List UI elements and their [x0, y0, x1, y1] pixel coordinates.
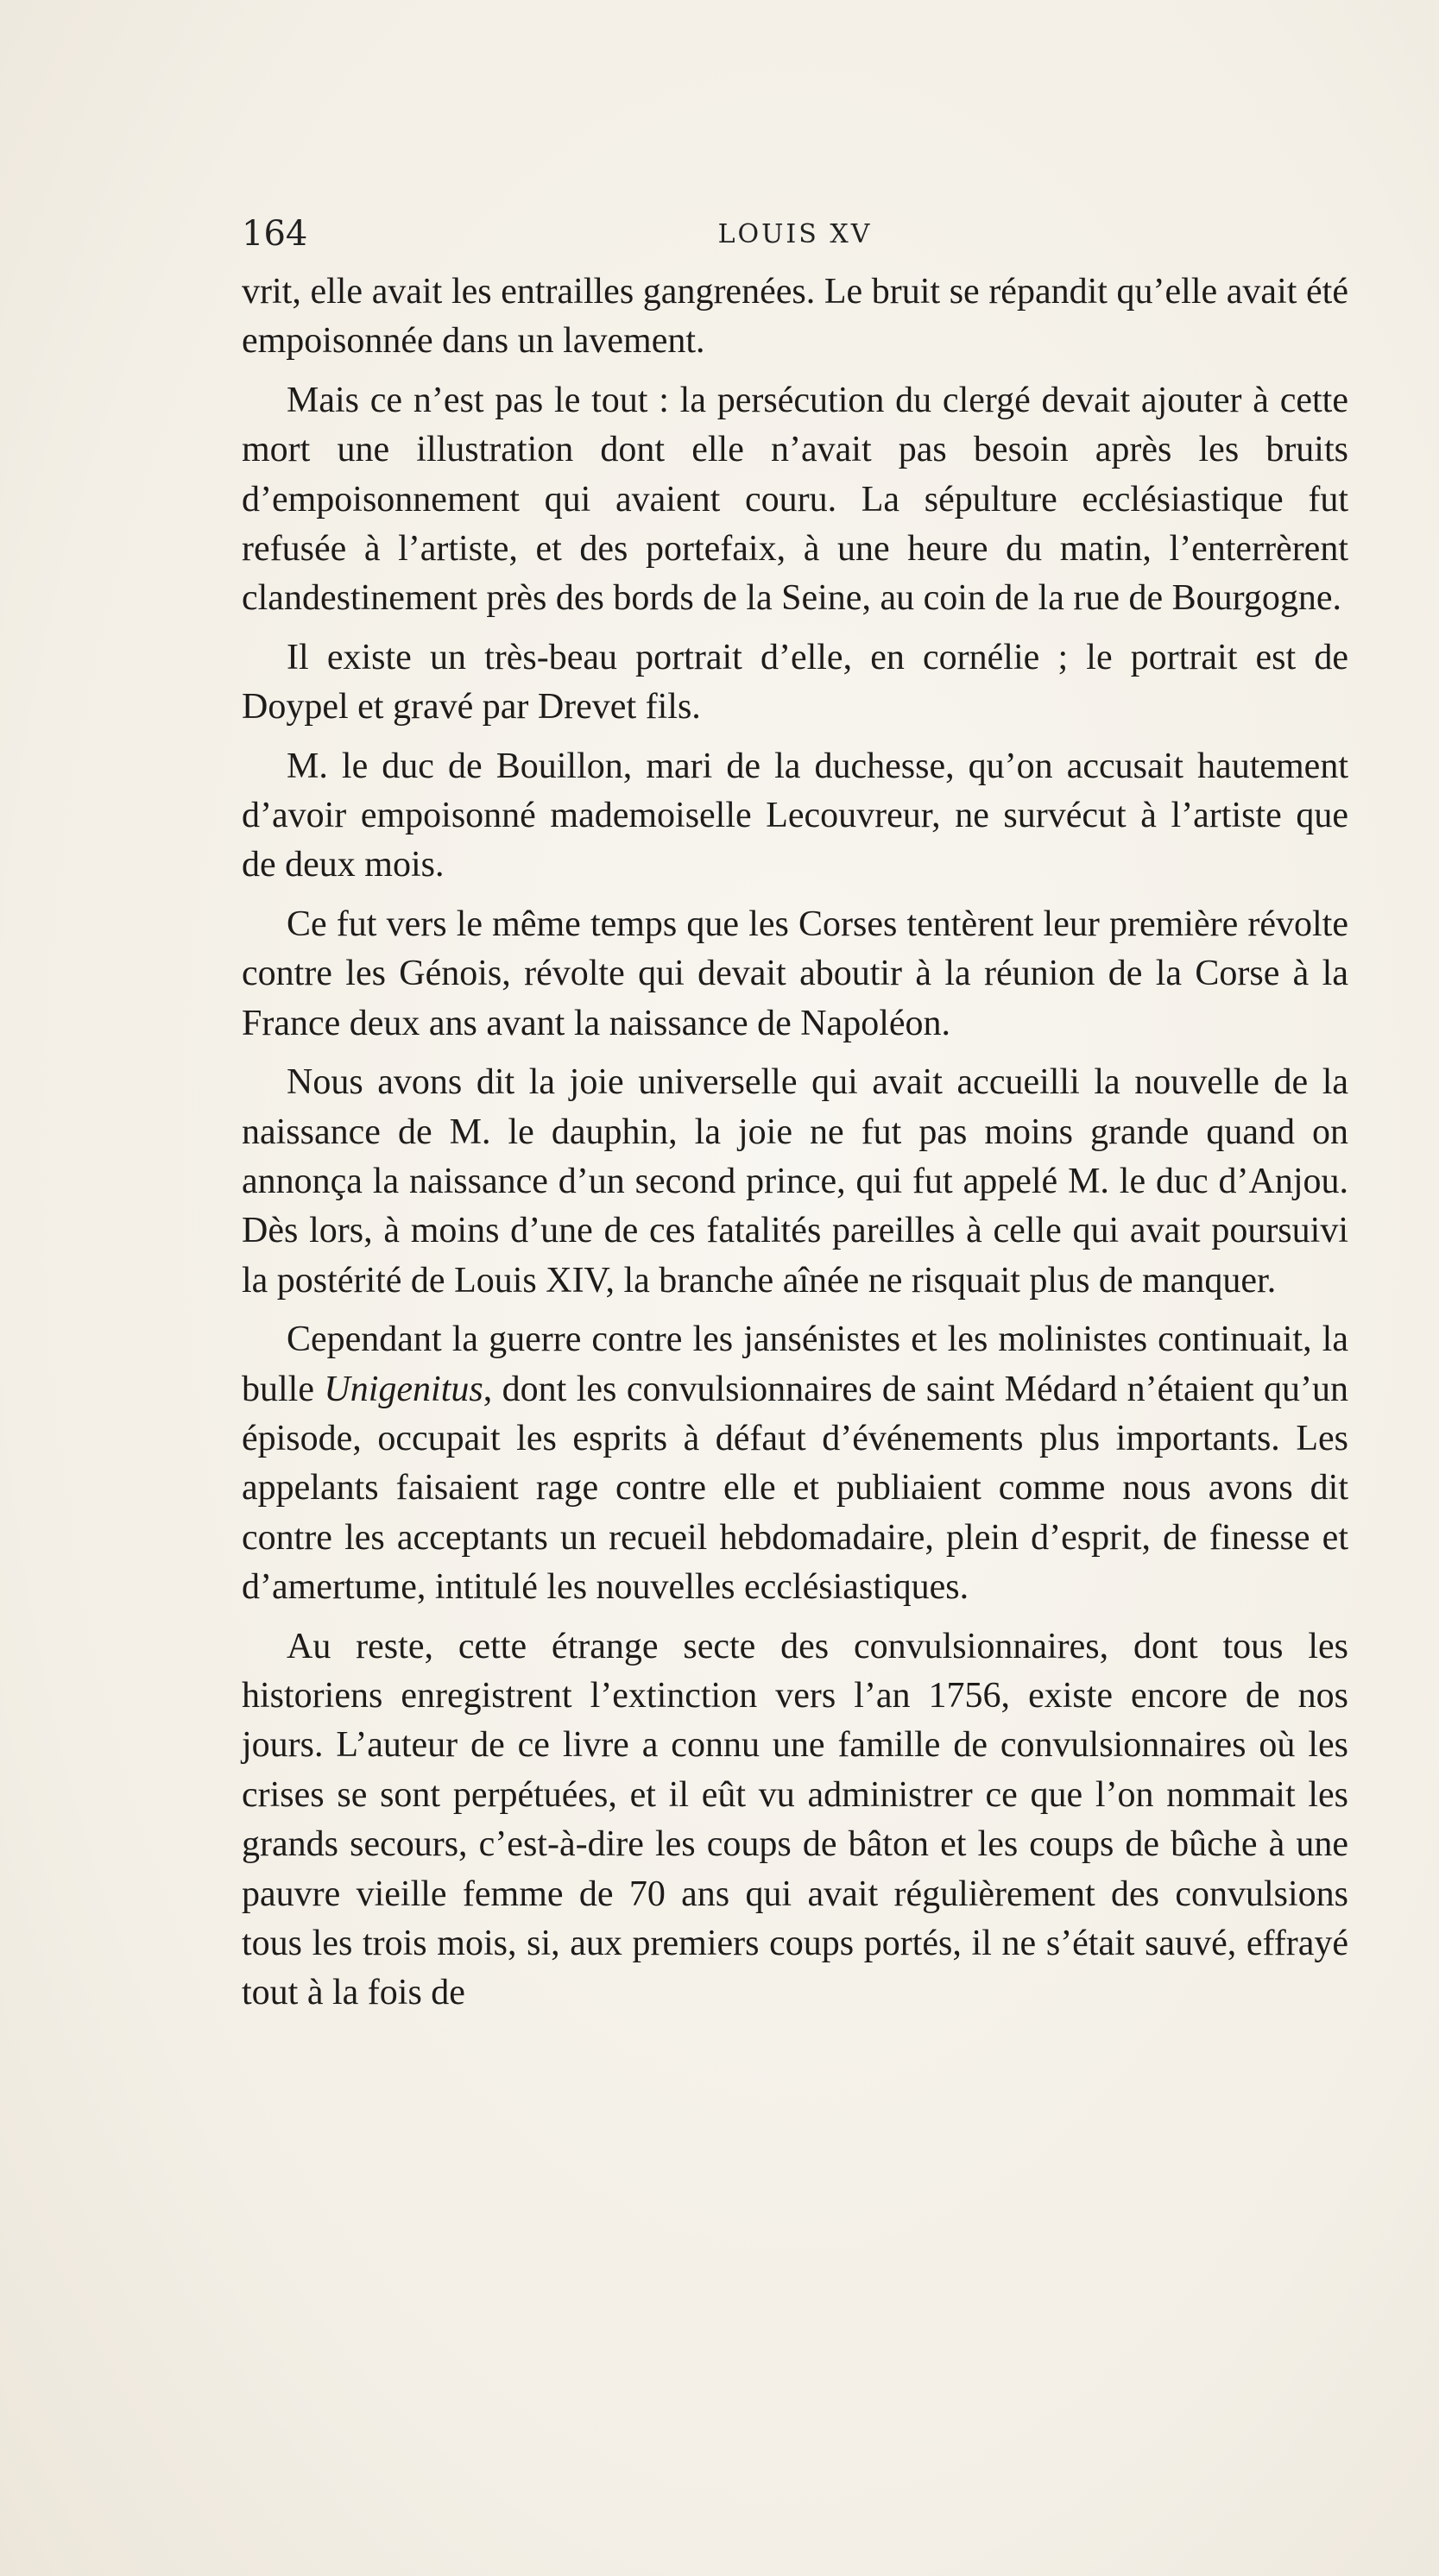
running-title: LOUIS XV — [717, 219, 873, 249]
paragraph: Mais ce n’est pas le tout : la persécution du clergé devait ajouter à cette mort une illustration dont elle n’avait pas besoin après les bruits d’empoisonnement qui avaient couru. La sépulture ecclésiastique fut refusée à l’artiste, et des portefaix, à une heure du matin, l’enterrèrent clandestinement près des bords de la Seine, au coin de la rue de Bourgogne. — [242, 380, 1348, 619]
italic-title: Unigenitus — [324, 1369, 483, 1409]
paragraph-text-before: Cependant la guerre contre les jansénistes et les molinistes continuait, la bulle — [242, 1319, 1348, 1409]
paragraph: Au reste, cette étrange secte des convulsionnaires, dont tous les historiens enregistrent l’extinction vers l’an 1756, existe encore de nos jours. L’auteur de ce livre a connu une famille de convulsionnaires où les crises se sont perpétuées, et il eût vu administrer ce que l’on nommait les grands secours, c’est-à-dire les coups de bâton et les coups de bûche à une pauvre vieille femme de 70 ans qui avait régulièrement des convulsions tous les trois mois, si, aux premiers coups portés, il ne s’était sauvé, effrayé tout à la fois de — [242, 1626, 1348, 2013]
paragraph-text-after: , dont les convulsionnaires de saint Médard n’étaient qu’un épisode, occupait les esprits à défaut d’événements plus importants. Les appelants faisaient rage contre elle et publiaient comme nous avons dit contre les acceptants un recueil hebdomadaire, plein d’esprit, de finesse et d’amertume, intitulé les nouvelles ecclésiastiques. — [242, 1369, 1348, 1608]
page-header — [242, 212, 1348, 255]
paragraph: Ce fut vers le même temps que les Corses tentèrent leur première révolte contre les Génois, révolte qui devait aboutir à la réunion de la Corse à la France deux ans avant la naissance de Napoléon. — [242, 904, 1348, 1043]
paragraph: Nous avons dit la joie universelle qui avait accueilli la nouvelle de la naissance de M. le dauphin, la joie ne fut pas moins grande quand on annonça la naissance d’un second prince, qui fut appelé M. le duc d’Anjou. Dès lors, à moins d’une de ces fatalités pareilles à celle qui avait poursuivi la postérité de Louis XIV, la branche aînée ne risquait plus de manquer. — [242, 1062, 1348, 1301]
paragraph: M. le duc de Bouillon, mari de la duchesse, qu’on accusait hautement d’avoir empoisonné mademoiselle Lecouvreur, ne survécut à l’artiste que de deux mois. — [242, 746, 1348, 885]
page-number: 164 — [242, 214, 308, 254]
paragraph-with-italic — [242, 1315, 1348, 1612]
body-text — [242, 268, 1348, 2019]
paragraph: Il existe un très-beau portrait d’elle, en cornélie ; le portrait est de Doypel et gravé par Drevet fils. — [242, 637, 1348, 727]
paragraph-continuation: vrit, elle avait les entrailles gangrenées. Le bruit se répandit qu’elle avait été empoisonnée dans un lavement. — [242, 272, 1348, 362]
